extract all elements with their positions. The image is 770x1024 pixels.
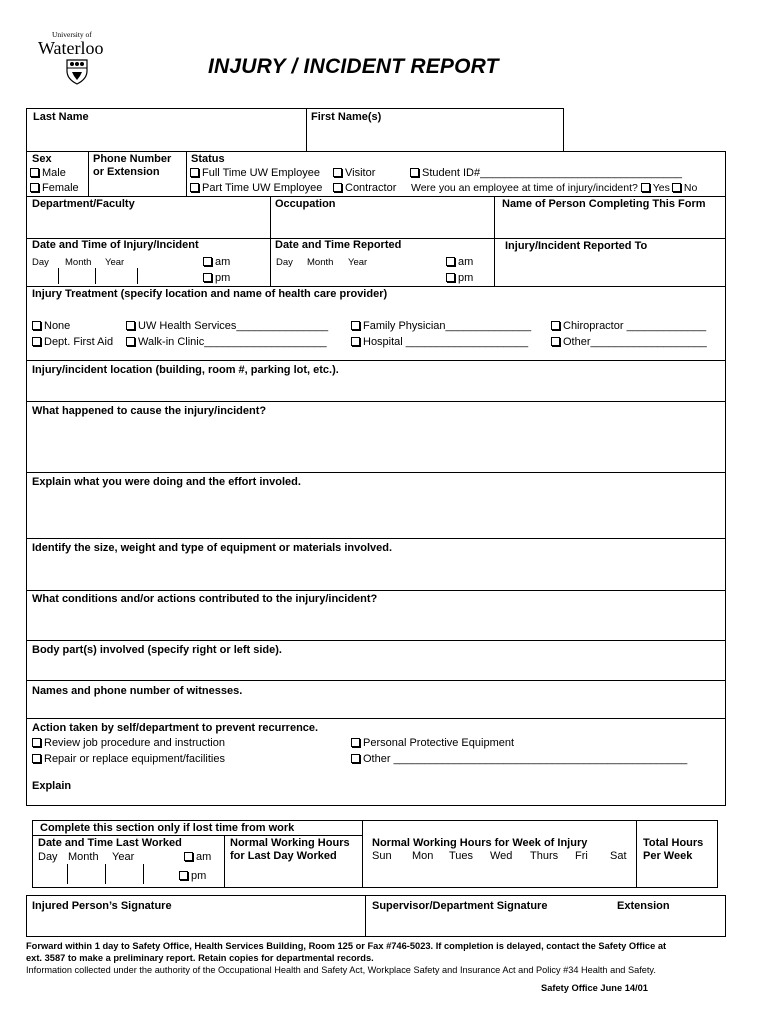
hospital-checkbox[interactable]: Hospital ____________________ [351, 336, 528, 349]
female-checkbox[interactable]: Female [30, 182, 79, 195]
normal-hours-label: Normal Working Hours [230, 837, 350, 849]
university-logo [38, 28, 128, 94]
explain-doing-label: Explain what you were doing and the effort involed. [32, 476, 301, 488]
treatment-none-checkbox[interactable]: None [32, 320, 70, 333]
lost-time-heading: Complete this section only if lost time from work [40, 822, 295, 834]
repair-checkbox[interactable]: Repair or replace equipment/facilities [32, 753, 225, 766]
reported-day-label: Day [276, 257, 293, 268]
status-label: Status [191, 153, 225, 165]
lt-year-label: Year [112, 851, 135, 863]
sun-label: Sun [372, 850, 392, 862]
footer-line-2: ext. 3587 to make a preliminary report. Retain copies for departmental records. [26, 953, 374, 963]
date-injury-label: Date and Time of Injury/Incident [32, 239, 199, 251]
contractor-checkbox[interactable]: Contractor [333, 182, 396, 195]
conditions-label: What conditions and/or actions contributed to the injury/incident? [32, 593, 378, 605]
lt-am-checkbox[interactable]: am [184, 851, 211, 864]
no-checkbox[interactable] [672, 183, 681, 192]
first-aid-checkbox[interactable]: Dept. First Aid [32, 336, 113, 349]
total-hours-label: Total Hours [643, 837, 704, 849]
wed-label: Wed [490, 850, 513, 862]
form-version: Safety Office June 14/01 [541, 983, 648, 993]
chiropractor-checkbox[interactable]: Chiropractor _____________ [551, 320, 706, 333]
body-parts-label: Body part(s) involved (specify right or left side). [32, 644, 282, 656]
reported-am-checkbox[interactable]: am [446, 256, 473, 269]
injury-am-checkbox[interactable]: am [203, 256, 230, 269]
footer-line-1: Forward within 1 day to Safety Office, Health Services Building, Room 125 or Fax #746-5023. If completion is delayed, contact the Safety Office at [26, 941, 667, 951]
date-reported-label: Date and Time Reported [275, 239, 402, 251]
what-happened-label: What happened to cause the injury/incident? [32, 405, 267, 417]
action-heading: Action taken by self/department to prevent recurrence. [32, 722, 319, 734]
date-last-worked-label: Date and Time Last Worked [38, 837, 182, 849]
footer-line-3: Information collected under the authority of the Occupational Health and Safety Act, Workplace Safety and Insurance Act and Policy #34 Health and Safety. [26, 965, 656, 975]
completer-label: Name of Person Completing This Form [502, 198, 706, 210]
reported-pm-checkbox[interactable]: pm [446, 272, 473, 285]
student-id-checkbox[interactable]: Student ID#_________________________________ [410, 167, 682, 180]
male-checkbox[interactable]: Male [30, 167, 66, 180]
thu-label: Thurs [530, 850, 559, 862]
witnesses-label: Names and phone number of witnesses. [32, 685, 243, 697]
injury-pm-checkbox[interactable]: pm [203, 272, 230, 285]
reported-to-label: Injury/Incident Reported To [505, 240, 648, 252]
phone-label: Phone Number [93, 153, 172, 165]
lt-day-label: Day [38, 851, 58, 863]
visitor-checkbox[interactable]: Visitor [333, 167, 375, 180]
normal-hours-label-2: for Last Day Worked [230, 850, 337, 862]
year-label: Year [105, 257, 125, 268]
fri-label: Fri [575, 850, 588, 862]
per-week-label: Per Week [643, 850, 693, 862]
lt-pm-checkbox[interactable]: pm [179, 870, 206, 883]
walkin-checkbox[interactable]: Walk-in Clinic____________________ [126, 336, 327, 349]
first-names-label: First Name(s) [311, 111, 382, 123]
crest-icon [66, 59, 88, 85]
logo-university-of: University of [52, 30, 92, 39]
reported-month-label: Month [307, 257, 334, 268]
page-title: INJURY / INCIDENT REPORT [208, 55, 499, 78]
extension-label: Extension [617, 900, 670, 912]
part-time-checkbox[interactable]: Part Time UW Employee [190, 182, 322, 195]
supervisor-signature-label: Supervisor/Department Signature [372, 900, 548, 912]
day-label: Day [32, 257, 49, 268]
reported-year-label: Year [348, 257, 368, 268]
action-other-checkbox[interactable]: Other ________________________________________________ [351, 753, 687, 766]
location-label: Injury/incident location (building, room #, parking lot, etc.). [32, 364, 339, 376]
explain-label: Explain [32, 780, 72, 792]
yes-checkbox[interactable] [641, 183, 650, 192]
department-label: Department/Faculty [32, 198, 135, 210]
phone-label-2: or Extension [93, 166, 160, 178]
name-row [26, 108, 564, 152]
occupation-label: Occupation [275, 198, 336, 210]
tue-label: Tues [449, 850, 474, 862]
treatment-heading: Injury Treatment (specify location and name of health care provider) [32, 288, 388, 300]
sat-label: Sat [610, 850, 627, 862]
family-physician-checkbox[interactable]: Family Physician______________ [351, 320, 531, 333]
logo-waterloo: Waterloo [38, 38, 104, 58]
full-time-checkbox[interactable]: Full Time UW Employee [190, 167, 320, 180]
sex-label: Sex [32, 153, 52, 165]
employee-question: Were you an employee at time of injury/incident? Yes No [411, 182, 698, 194]
review-checkbox[interactable]: Review job procedure and instruction [32, 737, 225, 750]
equipment-label: Identify the size, weight and type of equipment or materials involved. [32, 542, 393, 554]
injured-signature-label: Injured Person’s Signature [32, 900, 172, 912]
ppe-checkbox[interactable]: Personal Protective Equipment [351, 737, 514, 750]
last-name-label: Last Name [33, 111, 89, 123]
treatment-other-checkbox[interactable]: Other___________________ [551, 336, 707, 349]
month-label: Month [65, 257, 92, 268]
uw-health-checkbox[interactable]: UW Health Services_______________ [126, 320, 328, 333]
week-hours-label: Normal Working Hours for Week of Injury [372, 837, 588, 849]
mon-label: Mon [412, 850, 434, 862]
lt-month-label: Month [68, 851, 99, 863]
